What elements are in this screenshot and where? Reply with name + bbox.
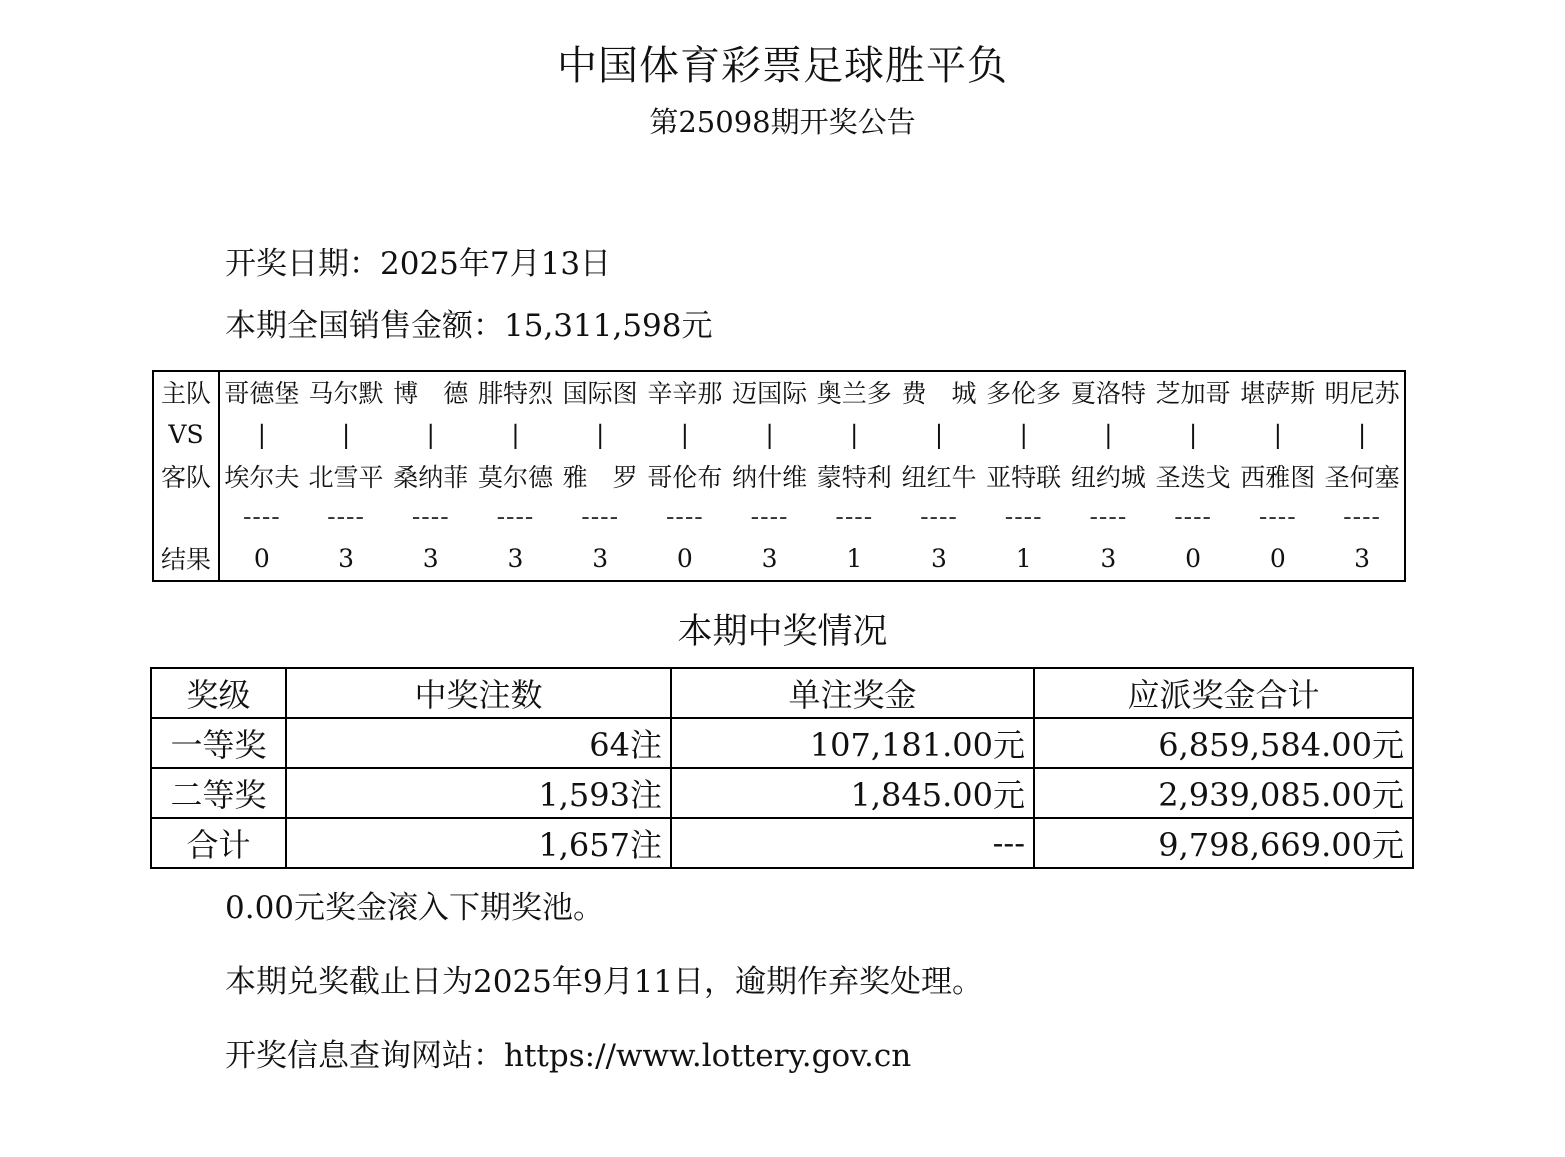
away-team: 蒙特利: [816, 463, 892, 492]
vs-mark: |: [341, 419, 351, 449]
separator-dash: ----: [1089, 501, 1128, 531]
match-result: 3: [338, 543, 354, 573]
match-results-table: [152, 370, 1406, 582]
vs-mark: |: [595, 419, 605, 449]
separator-dash: ----: [327, 501, 365, 531]
separator-row: [153, 496, 1405, 536]
vs-mark: |: [1104, 419, 1113, 449]
match-result: 0: [253, 543, 270, 573]
vs-mark: |: [257, 419, 267, 449]
prize-count: 1,593注: [286, 768, 671, 818]
away-team: 桑纳菲: [393, 463, 469, 492]
prize-per-bet: 1,845.00元: [671, 768, 1034, 818]
website-note: 开奖信息查询网站：https://www.lottery.gov.cn: [225, 1038, 912, 1074]
away-label: 客队: [153, 456, 219, 496]
home-team: 迈国际: [732, 379, 808, 408]
away-team: 纳什维: [732, 463, 808, 492]
home-team: 费 城: [901, 379, 977, 408]
prize-row-sum: [151, 818, 1413, 868]
vs-mark: |: [1188, 419, 1198, 449]
away-team: 莫尔德: [477, 463, 553, 492]
home-label: 主队: [153, 371, 219, 412]
match-result: 3: [931, 543, 947, 573]
away-team: 纽约城: [1070, 463, 1146, 492]
page-title: 中国体育彩票足球胜平负: [557, 43, 1008, 89]
prize-count: 64注: [286, 718, 671, 768]
vs-mark: |: [1019, 419, 1028, 449]
home-team: 哥德堡: [224, 379, 300, 408]
prize-level: 合计: [151, 818, 286, 868]
vs-mark: |: [680, 419, 690, 449]
home-team: 夏洛特: [1070, 379, 1146, 408]
vs-row: [153, 412, 1405, 456]
result-row: [153, 536, 1405, 581]
match-result: 0: [1185, 543, 1202, 573]
home-team: 奥兰多: [816, 379, 892, 408]
home-team-row: [153, 371, 1405, 412]
separator-dash: ----: [581, 501, 620, 531]
separator-dash: ----: [1174, 501, 1212, 531]
vs-mark: |: [934, 419, 944, 449]
separator-dash: ----: [242, 501, 281, 531]
match-result: 3: [1354, 543, 1371, 573]
prize-per-bet: 107,181.00元: [671, 718, 1034, 768]
prize-total: 2,939,085.00元: [1034, 768, 1413, 818]
header-total: 应派奖金合计: [1034, 668, 1413, 718]
draw-date: 开奖日期：2025年7月13日: [225, 246, 612, 282]
away-team: 圣迭戈: [1155, 463, 1231, 492]
home-team: 明尼苏: [1324, 379, 1400, 408]
prize-row-second: [151, 768, 1413, 818]
match-result: 3: [507, 543, 524, 573]
match-result: 1: [1015, 543, 1032, 573]
separator-dash: ----: [835, 501, 874, 531]
prize-count: 1,657注: [286, 818, 671, 868]
prize-level: 一等奖: [151, 718, 286, 768]
prize-header-row: [151, 668, 1413, 718]
header-count: 中奖注数: [286, 668, 671, 718]
vs-mark: |: [1273, 419, 1282, 449]
issue-subtitle: 第25098期开奖公告: [649, 105, 916, 139]
away-team: 纽红牛: [901, 463, 977, 492]
separator-label: [153, 496, 219, 536]
match-result: 0: [676, 543, 693, 573]
result-label: 结果: [153, 536, 219, 581]
prize-level: 二等奖: [151, 768, 286, 818]
separator-dash: ----: [1343, 501, 1381, 531]
sales-amount: 本期全国销售金额：15,311,598元: [225, 308, 713, 344]
prize-total: 9,798,669.00元: [1034, 818, 1413, 868]
separator-dash: ----: [411, 501, 450, 531]
vs-mark: |: [511, 419, 520, 449]
separator-dash: ----: [1258, 501, 1297, 531]
vs-mark: |: [765, 419, 774, 449]
home-team: 腓特烈: [477, 379, 553, 408]
away-team: 亚特联: [986, 463, 1062, 492]
home-team: 辛辛那: [647, 379, 723, 408]
separator-dash: ----: [920, 501, 958, 531]
away-team: 雅 罗: [562, 463, 638, 492]
match-result: 3: [1100, 543, 1117, 573]
away-team-row: [153, 456, 1405, 496]
vs-label: VS: [153, 412, 219, 456]
rollover-note: 0.00元奖金滚入下期奖池。: [225, 890, 605, 926]
home-team: 国际图: [562, 379, 638, 408]
prize-row-first: [151, 718, 1413, 768]
separator-dash: ----: [750, 501, 789, 531]
deadline-note: 本期兑奖截止日为2025年9月11日，逾期作弃奖处理。: [225, 964, 984, 1000]
prize-table: [150, 667, 1414, 869]
home-team: 堪萨斯: [1240, 379, 1316, 408]
home-team: 马尔默: [308, 379, 384, 408]
away-team: 哥伦布: [647, 463, 723, 492]
home-team: 芝加哥: [1155, 379, 1231, 408]
vs-mark: |: [426, 419, 435, 449]
match-result: 3: [761, 543, 778, 573]
away-team: 西雅图: [1240, 463, 1316, 492]
home-team: 多伦多: [986, 379, 1062, 408]
away-team: 圣何塞: [1324, 463, 1400, 492]
match-result: 1: [846, 543, 863, 573]
separator-dash: ----: [496, 501, 535, 531]
header-per-bet: 单注奖金: [671, 668, 1034, 718]
prize-per-bet: ---: [671, 818, 1034, 868]
match-result: 0: [1269, 543, 1286, 573]
separator-dash: ----: [1004, 501, 1043, 531]
home-team: 博 德: [393, 379, 469, 408]
away-team: 北雪平: [308, 463, 384, 492]
vs-mark: |: [1357, 419, 1367, 449]
match-result: 3: [422, 543, 439, 573]
match-result: 3: [592, 543, 609, 573]
prize-total: 6,859,584.00元: [1034, 718, 1413, 768]
away-team: 埃尔夫: [224, 463, 300, 492]
prize-section-title: 本期中奖情况: [677, 612, 888, 652]
header-level: 奖级: [151, 668, 286, 718]
vs-mark: |: [850, 419, 859, 449]
separator-dash: ----: [665, 501, 704, 531]
